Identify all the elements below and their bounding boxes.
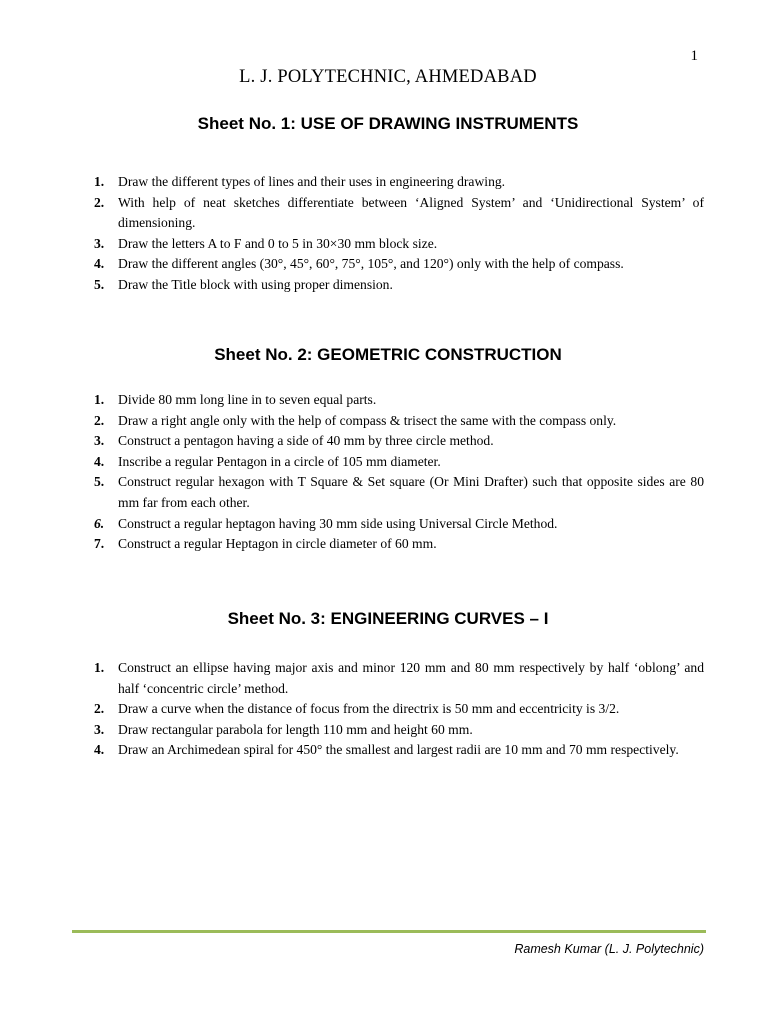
item-number: 1. (94, 174, 105, 189)
item-number: 2. (94, 701, 105, 717)
item-number: 2. (94, 412, 105, 428)
list-item (88, 472, 704, 513)
list-item (88, 172, 704, 193)
item-text: Construct regular hexagon with T Square & Set square (Or Mini Drafter) such that opposite sides are 80 mm far from each other. (118, 474, 704, 510)
sheet-2-list (88, 390, 704, 555)
item-number: 3. (94, 235, 105, 251)
list-item (88, 740, 704, 761)
list-item (88, 193, 704, 234)
item-text: Draw the different angles (30°, 45°, 60°, 75°, 105°, and 120°) only with the help of compass. (118, 256, 624, 272)
footer-author: Ramesh Kumar (L. J. Polytechnic) (514, 942, 704, 956)
item-text: Construct a regular Heptagon in circle diameter of 60 mm. (118, 536, 437, 552)
item-text: Draw rectangular parabola for length 110 mm and height 60 mm. (118, 721, 473, 737)
item-text: Construct an ellipse having major axis and minor 120 mm and 80 mm respectively by half ‘oblong’ and half ‘concentric circle’ method. (118, 660, 704, 696)
item-text: Draw a curve when the distance of focus from the directrix is 50 mm and eccentricity is 3/2. (118, 701, 620, 717)
list-item (88, 411, 704, 432)
sheet-1-title: Sheet No. 1: USE OF DRAWING INSTRUMENTS (197, 114, 579, 133)
page-number: 1 (690, 48, 698, 64)
list-item (88, 534, 704, 555)
list-item (88, 275, 704, 296)
item-text: Draw a right angle only with the help of compass & trisect the same with the compass only. (118, 412, 617, 428)
item-number: 6. (94, 515, 105, 531)
item-number: 4. (94, 453, 105, 469)
item-text: Draw the letters A to F and 0 to 5 in 30×30 mm block size. (118, 235, 438, 251)
item-text: Draw an Archimedean spiral for 450° the smallest and largest radii are 10 mm and 70 mm respectively. (118, 742, 679, 758)
item-number: 2. (94, 194, 105, 210)
list-item (88, 658, 704, 699)
item-number: 1. (94, 660, 105, 675)
item-text: Draw the different types of lines and their uses in engineering drawing. (118, 174, 506, 189)
item-text: Divide 80 mm long line in to seven equal parts. (118, 392, 377, 407)
item-number: 1. (94, 392, 105, 407)
item-number: 7. (94, 536, 105, 552)
list-item (88, 699, 704, 720)
sheet-2-title: Sheet No. 2: GEOMETRIC CONSTRUCTION (214, 345, 562, 364)
item-number: 4. (94, 256, 105, 272)
list-item (88, 514, 704, 535)
sheet-1-list (88, 172, 704, 296)
list-item (88, 431, 704, 452)
item-number: 3. (94, 721, 105, 737)
sheet-3-title: Sheet No. 3: ENGINEERING CURVES – I (227, 609, 549, 628)
list-item (88, 234, 704, 255)
institute-heading: L. J. POLYTECHNIC, AHMEDABAD (239, 67, 537, 87)
list-item (88, 452, 704, 473)
item-number: 5. (94, 276, 105, 292)
item-text: Inscribe a regular Pentagon in a circle of 105 mm diameter. (118, 453, 441, 469)
list-item (88, 390, 704, 411)
item-number: 4. (94, 742, 105, 758)
list-item (88, 720, 704, 741)
item-text: Construct a regular heptagon having 30 mm side using Universal Circle Method. (118, 515, 558, 531)
item-number: 5. (94, 474, 105, 490)
list-item (88, 254, 704, 275)
item-text: Draw the Title block with using proper dimension. (118, 276, 393, 292)
item-text: Construct a pentagon having a side of 40 mm by three circle method. (118, 433, 494, 449)
footer-divider (72, 930, 706, 933)
sheet-3-list (88, 658, 704, 761)
item-number: 3. (94, 433, 105, 449)
item-text: With help of neat sketches differentiate between ‘Aligned System’ and ‘Unidirectional System’ of dimensioning. (118, 194, 704, 231)
